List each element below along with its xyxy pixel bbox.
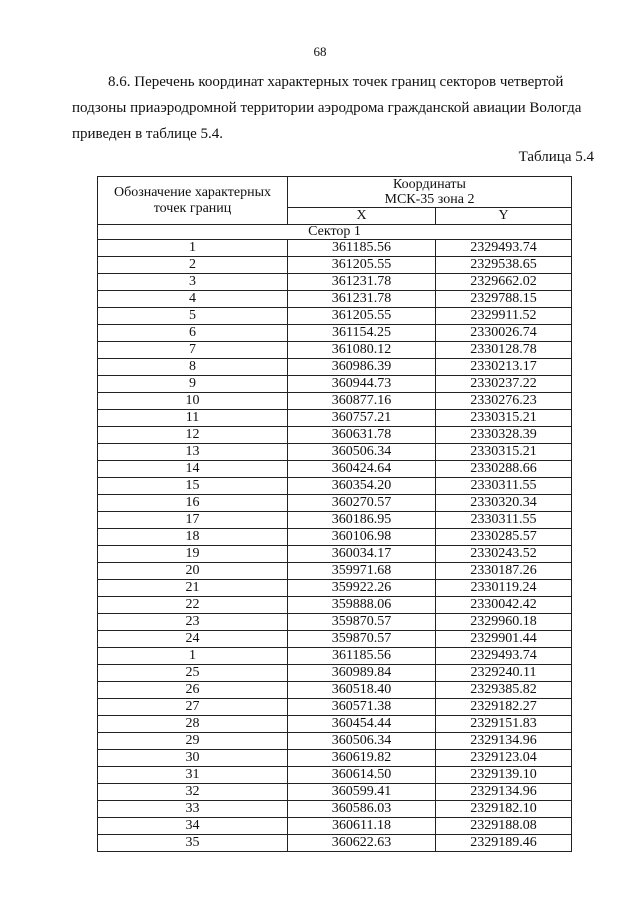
point-number-cell: 5	[98, 308, 288, 325]
y-coordinate-cell: 2329182.27	[436, 699, 572, 716]
paragraph-line: приведен в таблице 5.4.	[72, 126, 224, 142]
point-number-cell: 15	[98, 478, 288, 495]
table-row	[98, 818, 572, 835]
x-coordinate-cell: 359888.06	[288, 597, 436, 614]
intro-paragraph	[72, 69, 594, 147]
x-coordinate-cell: 360986.39	[288, 359, 436, 376]
table-row	[98, 512, 572, 529]
table-row	[98, 240, 572, 257]
y-coordinate-cell: 2329662.02	[436, 274, 572, 291]
table-row	[98, 716, 572, 733]
point-number-cell: 1	[98, 648, 288, 665]
point-number-cell: 18	[98, 529, 288, 546]
point-number-cell: 12	[98, 427, 288, 444]
x-coordinate-cell: 360354.20	[288, 478, 436, 495]
header-point-label: Обозначение характерных точек границ	[98, 177, 288, 225]
x-coordinate-cell: 360631.78	[288, 427, 436, 444]
header-x: X	[288, 208, 436, 225]
table-row	[98, 478, 572, 495]
page-number: 68	[313, 44, 327, 59]
x-coordinate-cell: 361154.25	[288, 325, 436, 342]
y-coordinate-cell: 2330276.23	[436, 393, 572, 410]
point-number-cell: 30	[98, 750, 288, 767]
table-row	[98, 801, 572, 818]
header-coordinates-title: Координаты	[393, 177, 466, 192]
point-number-cell: 14	[98, 461, 288, 478]
y-coordinate-cell: 2329493.74	[436, 648, 572, 665]
point-number-cell: 11	[98, 410, 288, 427]
point-number-cell: 19	[98, 546, 288, 563]
point-number-cell: 33	[98, 801, 288, 818]
x-coordinate-cell: 360506.34	[288, 733, 436, 750]
y-coordinate-cell: 2330311.55	[436, 512, 572, 529]
x-coordinate-cell: 361185.56	[288, 648, 436, 665]
x-coordinate-cell: 360614.50	[288, 767, 436, 784]
y-coordinate-cell: 2330237.22	[436, 376, 572, 393]
table-row	[98, 393, 572, 410]
point-number-cell: 6	[98, 325, 288, 342]
table-row	[98, 597, 572, 614]
header-coordinate-system: МСК-35 зона 2	[384, 192, 475, 207]
point-number-cell: 25	[98, 665, 288, 682]
point-number-cell: 8	[98, 359, 288, 376]
point-number-cell: 28	[98, 716, 288, 733]
x-coordinate-cell: 361205.55	[288, 257, 436, 274]
paragraph-line: 8.6. Перечень координат характерных точек границ секторов четвертой	[108, 74, 564, 90]
y-coordinate-cell: 2330187.26	[436, 563, 572, 580]
x-coordinate-cell: 360034.17	[288, 546, 436, 563]
table-row	[98, 750, 572, 767]
y-coordinate-cell: 2330320.34	[436, 495, 572, 512]
y-coordinate-cell: 2329911.52	[436, 308, 572, 325]
table-row	[98, 274, 572, 291]
x-coordinate-cell: 360599.41	[288, 784, 436, 801]
y-coordinate-cell: 2329788.15	[436, 291, 572, 308]
y-coordinate-cell: 2329188.08	[436, 818, 572, 835]
table-row	[98, 308, 572, 325]
x-coordinate-cell: 361185.56	[288, 240, 436, 257]
x-coordinate-cell: 359971.68	[288, 563, 436, 580]
table-row	[98, 529, 572, 546]
y-coordinate-cell: 2330026.74	[436, 325, 572, 342]
y-coordinate-cell: 2329901.44	[436, 631, 572, 648]
x-coordinate-cell: 360106.98	[288, 529, 436, 546]
table-row	[98, 784, 572, 801]
x-coordinate-cell: 360186.95	[288, 512, 436, 529]
table-row	[98, 495, 572, 512]
y-coordinate-cell: 2329139.10	[436, 767, 572, 784]
y-coordinate-cell: 2329134.96	[436, 733, 572, 750]
table-row	[98, 325, 572, 342]
header-y: Y	[436, 208, 572, 225]
table-row	[98, 342, 572, 359]
table-caption: Таблица 5.4	[518, 149, 594, 165]
y-coordinate-cell: 2330315.21	[436, 410, 572, 427]
point-number-cell: 10	[98, 393, 288, 410]
x-coordinate-cell: 360506.34	[288, 444, 436, 461]
x-coordinate-cell: 360424.64	[288, 461, 436, 478]
point-number-cell: 4	[98, 291, 288, 308]
header-coordinates	[288, 177, 572, 208]
table-row	[98, 291, 572, 308]
table-row	[98, 546, 572, 563]
y-coordinate-cell: 2330042.42	[436, 597, 572, 614]
point-number-cell: 27	[98, 699, 288, 716]
point-number-cell: 13	[98, 444, 288, 461]
y-coordinate-cell: 2330288.66	[436, 461, 572, 478]
table-row	[98, 767, 572, 784]
table-row	[98, 410, 572, 427]
x-coordinate-cell: 360757.21	[288, 410, 436, 427]
point-number-cell: 24	[98, 631, 288, 648]
table-row	[98, 444, 572, 461]
point-number-cell: 34	[98, 818, 288, 835]
table-row	[98, 580, 572, 597]
table-row	[98, 614, 572, 631]
point-number-cell: 16	[98, 495, 288, 512]
point-number-cell: 23	[98, 614, 288, 631]
table-row	[98, 699, 572, 716]
point-number-cell: 31	[98, 767, 288, 784]
table-row	[98, 648, 572, 665]
point-number-cell: 22	[98, 597, 288, 614]
point-number-cell: 9	[98, 376, 288, 393]
y-coordinate-cell: 2330213.17	[436, 359, 572, 376]
x-coordinate-cell: 360944.73	[288, 376, 436, 393]
y-coordinate-cell: 2330285.57	[436, 529, 572, 546]
sector-title: Сектор 1	[98, 225, 572, 240]
paragraph-line: подзоны приаэродромной территории аэродрома гражданской авиации Вологда	[72, 100, 582, 116]
x-coordinate-cell: 360270.57	[288, 495, 436, 512]
y-coordinate-cell: 2329123.04	[436, 750, 572, 767]
x-coordinate-cell: 360518.40	[288, 682, 436, 699]
x-coordinate-cell: 360989.84	[288, 665, 436, 682]
point-number-cell: 1	[98, 240, 288, 257]
point-number-cell: 21	[98, 580, 288, 597]
point-number-cell: 17	[98, 512, 288, 529]
y-coordinate-cell: 2330315.21	[436, 444, 572, 461]
y-coordinate-cell: 2330128.78	[436, 342, 572, 359]
x-coordinate-cell: 360454.44	[288, 716, 436, 733]
coordinates-table	[97, 176, 572, 852]
table-row	[98, 682, 572, 699]
table-row	[98, 563, 572, 580]
y-coordinate-cell: 2329385.82	[436, 682, 572, 699]
point-number-cell: 2	[98, 257, 288, 274]
point-number-cell: 7	[98, 342, 288, 359]
table-row	[98, 835, 572, 852]
point-number-cell: 26	[98, 682, 288, 699]
x-coordinate-cell: 359870.57	[288, 631, 436, 648]
x-coordinate-cell: 359870.57	[288, 614, 436, 631]
y-coordinate-cell: 2329960.18	[436, 614, 572, 631]
x-coordinate-cell: 360877.16	[288, 393, 436, 410]
point-number-cell: 20	[98, 563, 288, 580]
x-coordinate-cell: 361231.78	[288, 274, 436, 291]
y-coordinate-cell: 2329493.74	[436, 240, 572, 257]
table-row	[98, 257, 572, 274]
x-coordinate-cell: 361080.12	[288, 342, 436, 359]
y-coordinate-cell: 2329182.10	[436, 801, 572, 818]
y-coordinate-cell: 2329134.96	[436, 784, 572, 801]
x-coordinate-cell: 361205.55	[288, 308, 436, 325]
x-coordinate-cell: 360619.82	[288, 750, 436, 767]
y-coordinate-cell: 2329240.11	[436, 665, 572, 682]
table-row	[98, 461, 572, 478]
point-number-cell: 29	[98, 733, 288, 750]
x-coordinate-cell: 361231.78	[288, 291, 436, 308]
y-coordinate-cell: 2330328.39	[436, 427, 572, 444]
table-row	[98, 359, 572, 376]
table-row	[98, 733, 572, 750]
table-row	[98, 427, 572, 444]
x-coordinate-cell: 360611.18	[288, 818, 436, 835]
x-coordinate-cell: 360571.38	[288, 699, 436, 716]
y-coordinate-cell: 2330119.24	[436, 580, 572, 597]
point-number-cell: 35	[98, 835, 288, 852]
point-number-cell: 32	[98, 784, 288, 801]
y-coordinate-cell: 2329189.46	[436, 835, 572, 852]
y-coordinate-cell: 2330311.55	[436, 478, 572, 495]
x-coordinate-cell: 360586.03	[288, 801, 436, 818]
x-coordinate-cell: 359922.26	[288, 580, 436, 597]
x-coordinate-cell: 360622.63	[288, 835, 436, 852]
y-coordinate-cell: 2329151.83	[436, 716, 572, 733]
table-row	[98, 376, 572, 393]
y-coordinate-cell: 2330243.52	[436, 546, 572, 563]
y-coordinate-cell: 2329538.65	[436, 257, 572, 274]
table-row	[98, 631, 572, 648]
table-row	[98, 665, 572, 682]
point-number-cell: 3	[98, 274, 288, 291]
